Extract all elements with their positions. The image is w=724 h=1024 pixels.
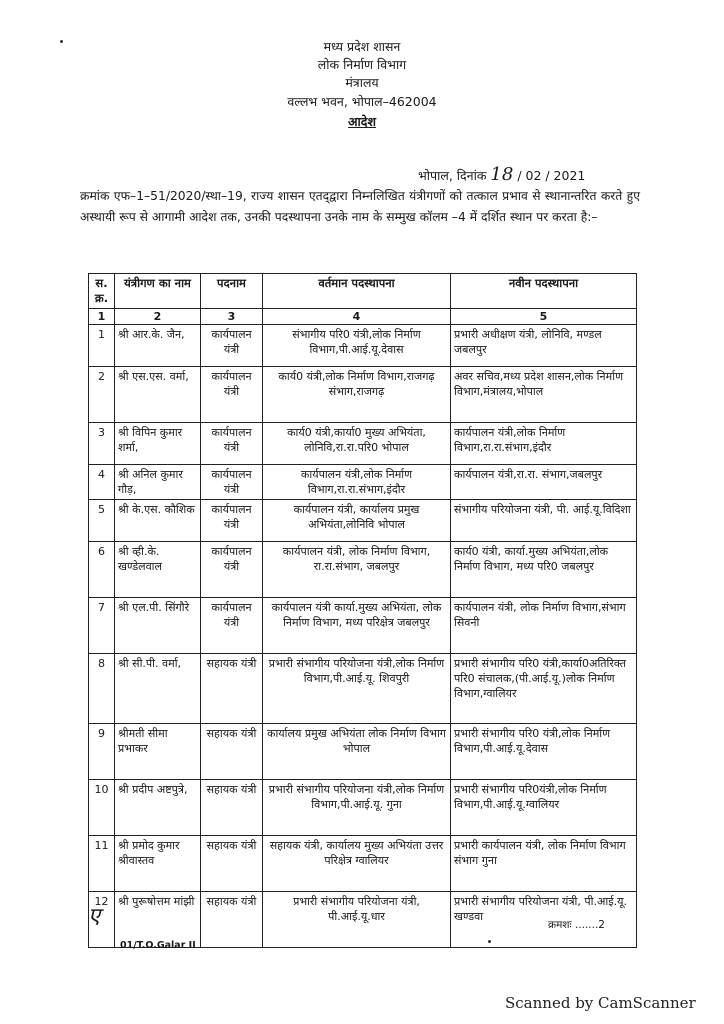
handwritten-mark: ए [88, 904, 101, 929]
new-posting: कार्यपालन यंत्री, लोक निर्माण विभाग,संभाग सिवनी [451, 598, 637, 654]
current-posting: प्रभारी संभागीय परियोजना यंत्री,लोक निर्माण विभाग,पी.आई.यू. गुना [263, 780, 451, 836]
officer-name: श्री विपिन कुमार शर्मा, [115, 423, 201, 465]
designation: सहायक यंत्री [201, 836, 263, 892]
scanner-watermark: Scanned by CamScanner [505, 994, 696, 1012]
order-date [418, 164, 585, 185]
designation: कार्यपालन यंत्री [201, 598, 263, 654]
transfer-table [88, 273, 637, 948]
current-posting: कार्यपालन यंत्री, कार्यालय प्रमुख अभियंता,लोनिवि भोपाल [263, 500, 451, 542]
current-posting: कार्यालय प्रमुख अभियंता लोक निर्माण विभाग भोपाल [263, 724, 451, 780]
serial-number: 1 [89, 325, 115, 367]
new-posting: अवर सचिव,मध्य प्रदेश शासन,लोक निर्माण विभाग,मंत्रालय,भोपाल [451, 367, 637, 423]
serial-number: 12 [89, 892, 115, 948]
officer-name: श्रीमती सीमा प्रभाकर [115, 724, 201, 780]
serial-number: 7 [89, 598, 115, 654]
table-row [89, 724, 637, 780]
serial-number: 10 [89, 780, 115, 836]
column-index: 5 [451, 309, 637, 325]
serial-number: 2 [89, 367, 115, 423]
designation: कार्यपालन यंत्री [201, 367, 263, 423]
column-index-row [89, 309, 637, 325]
current-posting: प्रभारी संभागीय परियोजना यंत्री, पी.आई.यू.धार [263, 892, 451, 948]
column-index: 3 [201, 309, 263, 325]
header-new-posting: नवीन पदस्थापना [451, 274, 637, 309]
header-name: यंत्रीगण का नाम [115, 274, 201, 309]
header-serial: स. क्र. [89, 274, 115, 309]
officer-name: श्री प्रमोद कुमार श्रीवास्तव [115, 836, 201, 892]
designation: कार्यपालन यंत्री [201, 500, 263, 542]
date-month-year: / 02 / 2021 [517, 168, 586, 183]
designation: कार्यपालन यंत्री [201, 465, 263, 500]
header-designation: पदनाम [201, 274, 263, 309]
current-posting: कार्य0 यंत्री,कार्या0 मुख्य अभियंता, लोनिवि,रा.रा.परि0 भोपाल [263, 423, 451, 465]
column-index: 1 [89, 309, 115, 325]
serial-number: 9 [89, 724, 115, 780]
designation: कार्यपालन यंत्री [201, 325, 263, 367]
table-row [89, 780, 637, 836]
officer-name: श्री एल.पी. सिंगौरे [115, 598, 201, 654]
current-posting: सहायक यंत्री, कार्यालय मुख्य अभियंता उत्तर परिक्षेत्र ग्वालियर [263, 836, 451, 892]
serial-number: 4 [89, 465, 115, 500]
new-posting: प्रभारी अधीक्षण यंत्री, लोनिवि, मण्डल जबलपुर [451, 325, 637, 367]
header-department: लोक निर्माण विभाग [317, 57, 407, 72]
header-ministry: मंत्रालय [345, 75, 379, 90]
designation: सहायक यंत्री [201, 892, 263, 948]
officer-name: श्री आर.के. जैन, [115, 325, 201, 367]
officer-name: श्री व्ही.के. खण्डेलवाल [115, 542, 201, 598]
new-posting: कार्यपालन यंत्री,रा.रा. संभाग,जबलपुर [451, 465, 637, 500]
scan-speck [488, 940, 491, 943]
table-row [89, 654, 637, 724]
serial-number: 5 [89, 500, 115, 542]
table-row [89, 598, 637, 654]
table-row [89, 542, 637, 598]
table-header-row [89, 274, 637, 309]
new-posting: प्रभारी संभागीय परि0 यंत्री,लोक निर्माण विभाग,पी.आई.यू.देवास [451, 724, 637, 780]
serial-number: 3 [89, 423, 115, 465]
footer-reference: 01/T.O.Galar II [120, 940, 196, 951]
column-index: 4 [263, 309, 451, 325]
continued-marker: क्रमशः .......2 [548, 919, 605, 931]
new-posting: प्रभारी कार्यपालन यंत्री, लोक निर्माण विभाग संभाग गुना [451, 836, 637, 892]
table-row [89, 423, 637, 465]
column-index: 2 [115, 309, 201, 325]
designation: सहायक यंत्री [201, 780, 263, 836]
current-posting: प्रभारी संभागीय परियोजना यंत्री,लोक निर्माण विभाग,पी.आई.यू. शिवपुरी [263, 654, 451, 724]
serial-number: 11 [89, 836, 115, 892]
header-government: मध्य प्रदेश शासन [323, 39, 401, 54]
designation: कार्यपालन यंत्री [201, 542, 263, 598]
new-posting: प्रभारी संभागीय परियोजना यंत्री, पी.आई.यू. खण्डवा [451, 892, 637, 948]
designation: कार्यपालन यंत्री [201, 423, 263, 465]
header-address: वल्लभ भवन, भोपाल–462004 [287, 94, 437, 109]
table-row [89, 367, 637, 423]
current-posting: संभागीय परि0 यंत्री,लोक निर्माण विभाग,पी.आई.यू.देवास [263, 325, 451, 367]
new-posting: संभागीय परियोजना यंत्री, पी. आई.यू.विदिशा [451, 500, 637, 542]
order-intro-paragraph: क्रमांक एफ–1–51/2020/स्था–19, राज्य शासन एतद्‌द्वारा निम्नलिखित यंत्रीगणों को तत्काल प्रभाव से स्थानान्तरित करते हुए अस्थायी रूप से आगामी आदेश तक, उनकी पदस्थापना उनके नाम के सम्मुख कॉलम –4 में दर्शित स्थान पर करता है:– [80, 189, 640, 224]
date-prefix: भोपाल, दिनांक [418, 168, 487, 183]
current-posting: कार्यपालन यंत्री,लोक निर्माण विभाग,रा.रा.संभाग,इंदौर [263, 465, 451, 500]
table-row [89, 325, 637, 367]
designation: सहायक यंत्री [201, 654, 263, 724]
date-day: 18 [490, 164, 514, 185]
new-posting: प्रभारी संभागीय परि0 यंत्री,कार्या0अतिरिक्त परि0 संचालक,(पी.आई.यू.)लोक निर्माण विभाग,ग्वालियर [451, 654, 637, 724]
officer-name: श्री सी.पी. वर्मा, [115, 654, 201, 724]
current-posting: कार्यपालन यंत्री, लोक निर्माण विभाग, रा.रा.संभाग, जबलपुर [263, 542, 451, 598]
new-posting: कार्य0 यंत्री, कार्या.मुख्य अभियंता,लोक निर्माण विभाग, मध्य परि0 जबलपुर [451, 542, 637, 598]
new-posting: कार्यपालन यंत्री,लोक निर्माण विभाग,रा.रा.संभाग,इंदौर [451, 423, 637, 465]
table-row [89, 836, 637, 892]
header-current-posting: वर्तमान पदस्थापना [263, 274, 451, 309]
current-posting: कार्यपालन यंत्री कार्या.मुख्य अभियंता, लोक निर्माण विभाग, मध्य परिक्षेत्र जबलपुर [263, 598, 451, 654]
serial-number: 8 [89, 654, 115, 724]
table-row [89, 500, 637, 542]
officer-name: श्री अनिल कुमार गौड़, [115, 465, 201, 500]
current-posting: कार्य0 यंत्री,लोक निर्माण विभाग,राजगढ़ संभाग,राजगढ़ [263, 367, 451, 423]
designation: सहायक यंत्री [201, 724, 263, 780]
officer-name: श्री पुरूषोत्तम मांझी [115, 892, 201, 948]
officer-name: श्री एस.एस. वर्मा, [115, 367, 201, 423]
order-title: आदेश [348, 114, 376, 129]
officer-name: श्री के.एस. कौशिक [115, 500, 201, 542]
officer-name: श्री प्रदीप अष्टपुत्रे, [115, 780, 201, 836]
serial-number: 6 [89, 542, 115, 598]
table-row [89, 465, 637, 500]
new-posting: प्रभारी संभागीय परि0यंत्री,लोक निर्माण विभाग,पी.आई.यू.ग्वालियर [451, 780, 637, 836]
